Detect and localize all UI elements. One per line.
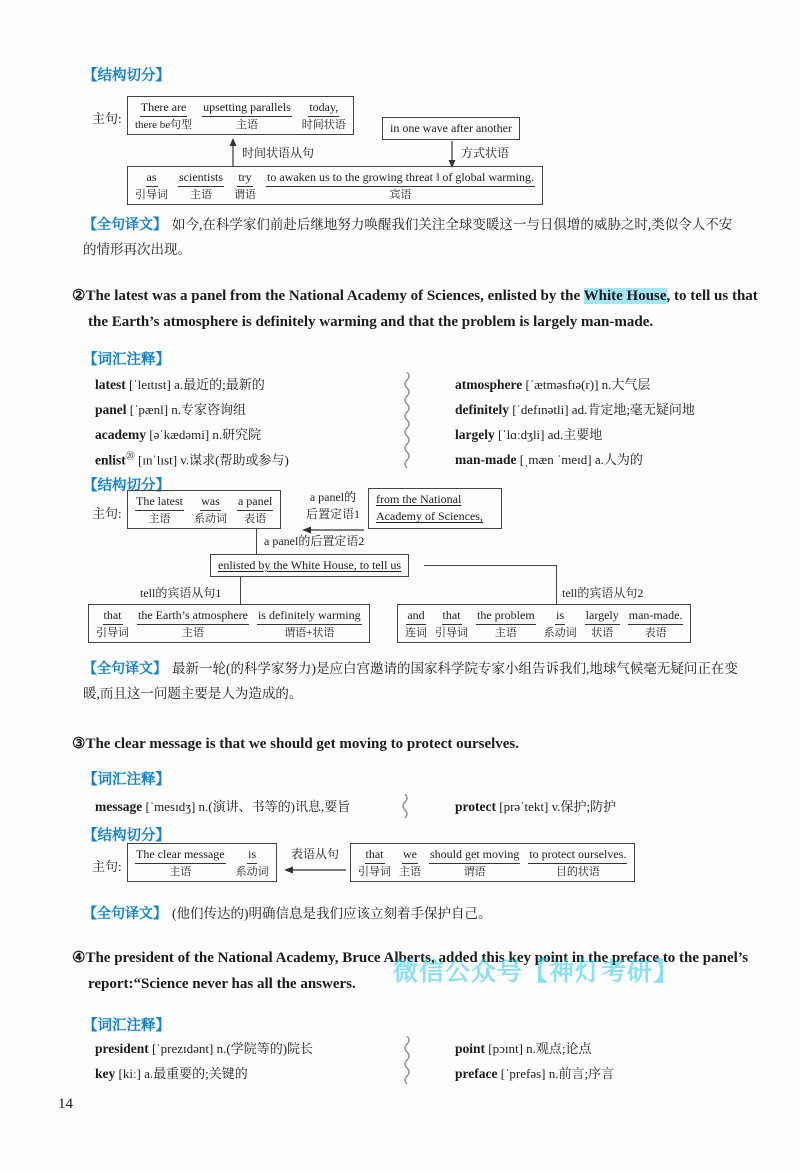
s2-vocab-left-column <box>95 374 289 474</box>
diagram-label: 主语 <box>181 626 204 639</box>
diagram-label: 主语 <box>169 865 192 878</box>
vocab-word: preface <box>455 1066 498 1081</box>
s2-object-clause1-label: tell的宾语从句1 <box>140 586 222 600</box>
diagram-column <box>528 847 627 879</box>
vocab-word: atmosphere <box>455 377 523 392</box>
vocab-definition: [ˈprezɪdənt] n.(学院等的)院长 <box>152 1041 314 1056</box>
vocab-definition: [ˈdefɪnətli] ad.肯定地;毫无疑问地 <box>512 402 695 417</box>
vocab-definition: [əˈkædəmi] n.研究院 <box>149 427 262 442</box>
diagram-column <box>399 847 421 879</box>
s4-vocab-left-column <box>95 1038 313 1088</box>
diagram-column <box>137 608 249 640</box>
s3-main-clause-label: 主句: <box>92 859 122 874</box>
connector-line <box>240 577 241 604</box>
diagram-word: to awaken us to the growing threat ‖ of global warming. <box>266 170 535 187</box>
vocab-entry <box>455 424 695 449</box>
s2-sentence <box>72 284 780 336</box>
s1-translation <box>83 212 738 263</box>
diagram-label: 引导词 <box>96 626 129 639</box>
s3-structure-header: 【结构切分】 <box>83 828 170 844</box>
diagram-column <box>544 608 577 640</box>
diagram-column <box>302 100 346 132</box>
diagram-label: 谓语 <box>463 865 486 878</box>
vocab-word: key <box>95 1066 116 1081</box>
vocab-entry <box>95 399 289 424</box>
vocab-entry <box>95 424 289 449</box>
s2-postmodifier2-box: enlisted by the White House, to tell us <box>210 554 409 577</box>
diagram-label: 表语 <box>244 512 267 525</box>
diagram-label: 主语 <box>148 512 171 525</box>
diagram-column <box>135 494 184 526</box>
diagram-column <box>202 100 292 132</box>
diagram-word: is <box>247 847 257 864</box>
s1-main-clause-label: 主句: <box>92 111 122 126</box>
diagram-word: was <box>200 494 221 511</box>
diagram-word: is definitely warming <box>257 608 362 625</box>
s3-predicative-clause-label: 表语从句 <box>282 845 348 880</box>
vocab-word: protect <box>455 799 496 814</box>
vocab-definition: [ˈleɪtɪst] a.最近的;最新的 <box>129 377 265 392</box>
s3-vocab-header: 【词汇注释】 <box>83 772 170 788</box>
diagram-column <box>236 847 269 879</box>
diagram-label: 引导词 <box>358 865 391 878</box>
s2-sentence-pre: ②The latest was a panel from the National Academy of Sciences, enlisted by the <box>72 288 584 304</box>
s2-structure-header: 【结构切分】 <box>83 478 170 494</box>
diagram-column <box>194 494 227 526</box>
watermark-text: 微信公众号【神灯考研】 <box>393 958 680 986</box>
diagram-column <box>429 847 520 879</box>
vocab-definition: [ˈpænl] n.专家咨询组 <box>129 402 247 417</box>
s4-vocab-header: 【词汇注释】 <box>83 1018 170 1034</box>
diagram-word: man-made. <box>628 608 684 625</box>
vocab-word: president <box>95 1041 149 1056</box>
s1-structure-header: 【结构切分】 <box>83 68 170 84</box>
vocab-word: latest <box>95 377 126 392</box>
diagram-column <box>585 608 620 640</box>
diagram-word: There are <box>140 100 188 117</box>
connector-line <box>256 528 257 554</box>
s1-translation-text: 如今,在科学家们前赴后继地努力唤醒我们关注全球变暖这一与日俱增的威胁之时,类似令人不安的情形再次出现。 <box>83 217 733 257</box>
s2-main-clause-box <box>127 490 281 529</box>
diagram-label: 主语 <box>494 626 517 639</box>
s2-main-clause-label: 主句: <box>92 506 122 521</box>
diagram-word: The latest <box>135 494 184 511</box>
diagram-column <box>178 170 224 202</box>
vocab-word: panel <box>95 402 127 417</box>
diagram-column <box>135 170 168 202</box>
vocab-word: point <box>455 1041 486 1056</box>
diagram-word: that <box>365 847 385 864</box>
diagram-label: 连词 <box>405 626 427 639</box>
vocab-definition: [prəˈtekt] v.保护;防护 <box>499 799 617 814</box>
s2-sentence-post: , to tell us that the Earth’s atmosphere is definitely warming and that the problem is largely man-made. <box>88 288 758 330</box>
s2-vocab-header: 【词汇注释】 <box>83 352 170 368</box>
diagram-column <box>358 847 391 879</box>
diagram-column <box>476 608 536 640</box>
s1-down-arrow-label: 方式状语 <box>461 146 510 160</box>
diagram-word: the Earth’s atmosphere <box>137 608 249 625</box>
diagram-column <box>435 608 468 640</box>
diagram-column <box>628 608 684 640</box>
vocab-entry <box>455 399 695 424</box>
left-arrow-icon <box>284 865 346 875</box>
vocab-word: enlist <box>95 452 126 468</box>
diagram-word: today, <box>308 100 339 117</box>
diagram-word: that <box>442 608 462 625</box>
vocab-definition: [ˈmesɪdʒ] n.(演讲、书等的)讯息,要旨 <box>145 799 351 814</box>
diagram-column <box>135 100 192 132</box>
squiggle-divider <box>400 794 410 823</box>
s2-sentence-highlight: White House <box>583 288 667 304</box>
diagram-word: The clear message <box>135 847 226 864</box>
diagram-label: 引导词 <box>435 626 468 639</box>
vocab-definition: [ˈprefəs] n.前言;序言 <box>500 1066 615 1081</box>
vocab-entry <box>95 374 289 399</box>
vocab-definition: [kiː] a.最重要的;关键的 <box>118 1066 248 1081</box>
s3-translation-text: (他们传达的)明确信息是我们应该立刻着手保护自己。 <box>172 906 492 921</box>
s3-sentence: ③The clear message is that we should get moving to protect ourselves. <box>72 736 520 752</box>
s2-postmodifier1-box: from the National Academy of Sciences, <box>368 488 502 529</box>
vocab-entry <box>455 1038 614 1063</box>
s4-sentence: ④The president of the National Academy, Bruce Alberts, added this key point in the preface to the panel’s report:“Science never has all the answers. <box>72 950 749 992</box>
diagram-word: largely <box>585 608 620 625</box>
diagram-label: 系动词 <box>543 626 577 639</box>
s1-main-clause-box <box>127 96 354 135</box>
diagram-column <box>405 608 427 640</box>
connector-line <box>424 565 556 566</box>
diagram-label: 引导词 <box>135 188 168 201</box>
vocab-word: definitely <box>455 402 509 417</box>
diagram-label: 谓语+状语 <box>284 626 335 639</box>
vocab-word: man-made <box>455 452 517 467</box>
diagram-word: to protect ourselves. <box>528 847 627 864</box>
diagram-label: 主语 <box>399 865 421 878</box>
s3-main-clause-box <box>127 843 277 882</box>
squiggle-divider <box>402 372 412 473</box>
vocab-word: largely <box>455 427 495 442</box>
s2-object-clause2-box <box>397 604 691 643</box>
s2-translation <box>83 656 743 707</box>
vocab-word: academy <box>95 427 146 442</box>
s2-translation-text: 最新一轮(的科学家努力)是应白宫邀请的国家科学院专家小组告诉我们,地球气候毫无疑问正在变暖,而且这一问题主要是人为造成的。 <box>83 661 738 701</box>
diagram-label: 表语 <box>644 626 667 639</box>
s1-adverbial-clause-box <box>127 166 543 205</box>
vocab-definition: [pɔɪnt] n.观点;论点 <box>488 1041 592 1056</box>
vocab-definition: [ˈætməsfɪə(r)] n.大气层 <box>525 377 651 392</box>
diagram-label: there be句型 <box>135 118 193 131</box>
s3-translation-header: 【全句译文】 <box>83 905 167 921</box>
vocab-entry <box>455 449 695 474</box>
diagram-label: 谓语 <box>234 188 256 201</box>
s2-postmodifier1-label: a panel的 后置定语1 <box>300 488 366 540</box>
diagram-column <box>96 608 129 640</box>
s3-predicative-clause-box <box>350 843 635 882</box>
s3-translation <box>83 901 743 927</box>
page-number: 14 <box>58 1096 73 1112</box>
vocab-entry <box>455 796 616 821</box>
diagram-word: and <box>406 608 425 625</box>
vocab-entry <box>95 449 289 474</box>
diagram-word: that <box>103 608 123 625</box>
s2-object-clause1-box <box>88 604 370 643</box>
vocab-definition: [ˈlɑːdʒli] ad.主要地 <box>498 427 603 442</box>
diagram-word: a panel <box>237 494 273 511</box>
vocab-entry <box>95 1063 313 1088</box>
s2-postmodifier2-label: a panel的后置定语2 <box>264 534 365 548</box>
vocab-word: message <box>95 799 143 814</box>
diagram-label: 主语 <box>235 118 258 131</box>
vocab-definition: [ˌmæn ˈmeɪd] a.人为的 <box>519 452 643 467</box>
diagram-label: 时间状语 <box>301 118 346 131</box>
vocab-entry <box>95 796 350 821</box>
diagram-word: the problem <box>476 608 536 625</box>
vocab-entry <box>455 1063 614 1088</box>
diagram-column <box>237 494 273 526</box>
s1-up-arrow-label: 时间状语从句 <box>242 146 315 160</box>
diagram-column <box>257 608 362 640</box>
diagram-column <box>234 170 256 202</box>
vocab-frequency-mark: ⑳ <box>125 451 135 461</box>
s2-translation-header: 【全句译文】 <box>83 660 167 676</box>
s2-vocab-right-column <box>455 374 695 474</box>
diagram-word: scientists <box>178 170 224 187</box>
s2-object-clause2-label: tell的宾语从句2 <box>562 586 644 600</box>
diagram-label: 主语 <box>190 188 212 201</box>
squiggle-divider <box>402 1036 412 1089</box>
diagram-label: 目的状语 <box>555 865 600 878</box>
s1-manner-box: in one wave after another <box>382 117 520 140</box>
s1-translation-header: 【全句译文】 <box>83 216 167 232</box>
diagram-label: 宾语 <box>389 188 412 201</box>
connector-line <box>556 565 557 604</box>
diagram-column <box>135 847 226 879</box>
diagram-word: as <box>146 170 158 187</box>
diagram-word: should get moving <box>429 847 520 864</box>
diagram-label: 系动词 <box>193 512 227 525</box>
diagram-word: is <box>555 608 565 625</box>
vocab-entry <box>455 374 695 399</box>
diagram-word: we <box>402 847 418 864</box>
diagram-label: 系动词 <box>235 865 269 878</box>
vocab-definition: [ɪnˈlɪst] v.谋求(帮助或参与) <box>138 452 289 468</box>
s4-vocab-right-column <box>455 1038 614 1088</box>
diagram-word: upsetting parallels <box>202 100 292 117</box>
diagram-label: 状语 <box>591 626 614 639</box>
vocab-entry <box>95 1038 313 1063</box>
diagram-column <box>266 170 535 202</box>
diagram-word: try <box>237 170 252 187</box>
